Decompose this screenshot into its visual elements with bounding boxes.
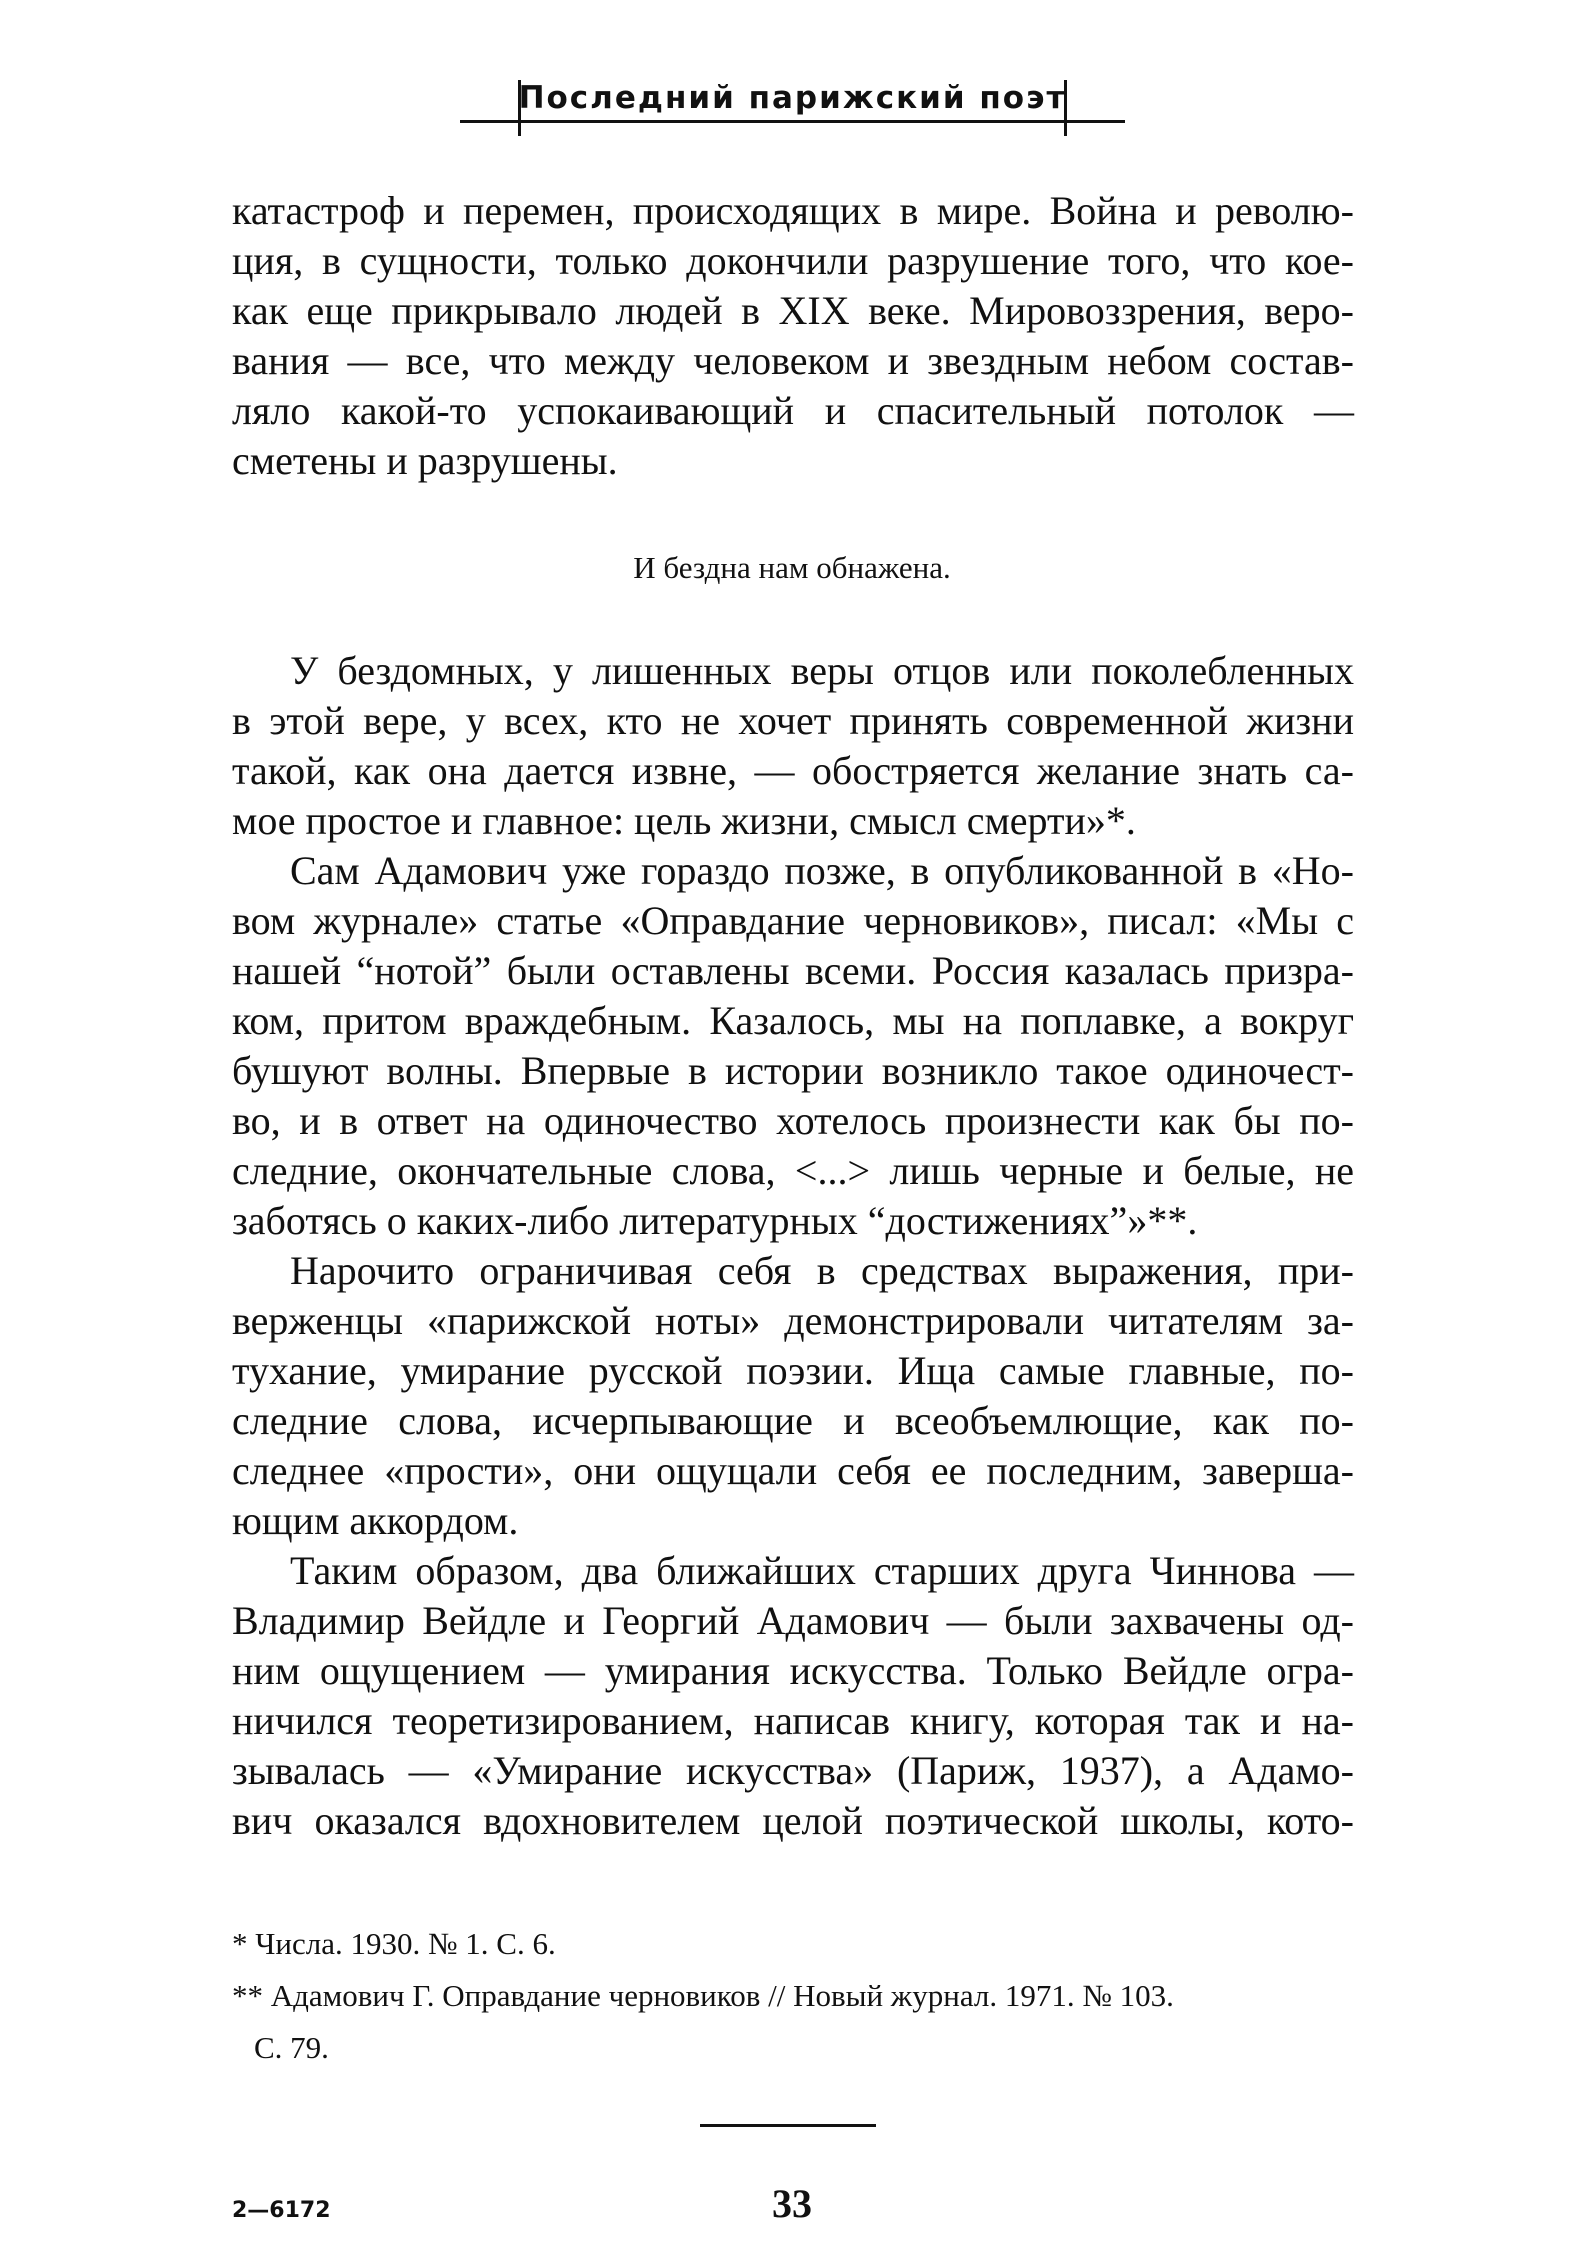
running-title: Последний парижский поэт bbox=[518, 80, 1067, 116]
paragraph-3 bbox=[232, 846, 1354, 1246]
text-line: У бездомных, у лишенных веры отцов или поколебленных bbox=[290, 648, 1354, 693]
text-line: сметены и разрушены. bbox=[232, 438, 618, 483]
text-line: ничился теоретизированием, написав книгу, которая так и на- bbox=[232, 1698, 1354, 1743]
text-line: следние слова, исчерпывающие и всеобъемлющие, как по- bbox=[232, 1398, 1354, 1443]
footnote-1: * Числа. 1930. № 1. С. 6. bbox=[232, 1926, 556, 1961]
text-line: заботясь о каких-либо литературных “достижениях”»**. bbox=[232, 1198, 1198, 1243]
paragraph-4 bbox=[232, 1246, 1354, 1546]
body-text-continued bbox=[232, 646, 1354, 1846]
text-line: вич оказался вдохновителем целой поэтической школы, кото- bbox=[232, 1798, 1354, 1843]
text-line: во, и в ответ на одиночество хотелось произнести как бы по- bbox=[232, 1098, 1354, 1143]
text-line: вом журнале» статье «Оправдание черновиков», писал: «Мы с bbox=[232, 898, 1354, 943]
text-line: ющим аккордом. bbox=[232, 1498, 519, 1543]
text-line: следние, окончательные слова, <...> лишь черные и белые, не bbox=[232, 1148, 1354, 1193]
text-line: зывалась — «Умирание искусства» (Париж, 1937), а Адамо- bbox=[232, 1748, 1354, 1793]
text-line: Нарочито ограничивая себя в средствах выражения, при- bbox=[290, 1248, 1354, 1293]
text-line: бушуют волны. Впервые в истории возникло такое одиночест- bbox=[232, 1048, 1354, 1093]
text-line: тухание, умирание русской поэзии. Ища самые главные, по- bbox=[232, 1348, 1354, 1393]
footnote-2-continued: С. 79. bbox=[254, 2030, 329, 2065]
text-line: Таким образом, два ближайших старших друга Чиннова — bbox=[290, 1548, 1354, 1593]
text-line: Сам Адамович уже гораздо позже, в опубликованной в «Но- bbox=[290, 848, 1354, 893]
body-text bbox=[232, 186, 1354, 486]
text-line: в этой вере, у всех, кто не хочет принять современной жизни bbox=[232, 698, 1354, 743]
paragraph-2 bbox=[232, 646, 1354, 846]
text-line: ция, в сущности, только докончили разрушение того, что кое- bbox=[232, 238, 1354, 283]
text-line: вания — все, что между человеком и звездным небом состав- bbox=[232, 338, 1354, 383]
text-line: мое простое и главное: цель жизни, смысл смерти»*. bbox=[232, 798, 1136, 843]
text-line: такой, как она дается извне, — обостряется желание знать са- bbox=[232, 748, 1354, 793]
epigraph: И бездна нам обнажена. bbox=[633, 550, 951, 585]
footnotes bbox=[232, 1918, 1354, 2074]
text-line: следнее «прости», они ощущали себя ее последним, заверша- bbox=[232, 1448, 1354, 1493]
header-rule bbox=[460, 120, 1125, 123]
text-line: Владимир Вейдле и Георгий Адамович — были захвачены од- bbox=[232, 1598, 1354, 1643]
text-line: верженцы «парижской ноты» демонстрировали читателям за- bbox=[232, 1298, 1354, 1343]
text-line: как еще прикрывало людей в XIX веке. Мировоззрения, веро- bbox=[232, 288, 1354, 333]
page-number-rule bbox=[700, 2124, 876, 2127]
text-line: ком, притом враждебным. Казалось, мы на поплавке, а вокруг bbox=[232, 998, 1354, 1043]
text-line: катастроф и перемен, происходящих в мире. Война и револю- bbox=[232, 188, 1354, 233]
text-line: ляло какой-то успокаивающий и спасительный потолок — bbox=[232, 388, 1354, 433]
page-number: 33 bbox=[772, 2181, 812, 2226]
printer-signature: 2—6172 bbox=[232, 2198, 331, 2223]
text-line: ним ощущением — умирания искусства. Только Вейдле огра- bbox=[232, 1648, 1354, 1693]
footnote-2: ** Адамович Г. Оправдание черновиков // Новый журнал. 1971. № 103. bbox=[232, 1978, 1174, 2013]
text-line: нашей “нотой” были оставлены всеми. Россия казалась призра- bbox=[232, 948, 1354, 993]
paragraph-1 bbox=[232, 186, 1354, 486]
paragraph-5 bbox=[232, 1546, 1354, 1846]
running-header bbox=[460, 78, 1125, 138]
